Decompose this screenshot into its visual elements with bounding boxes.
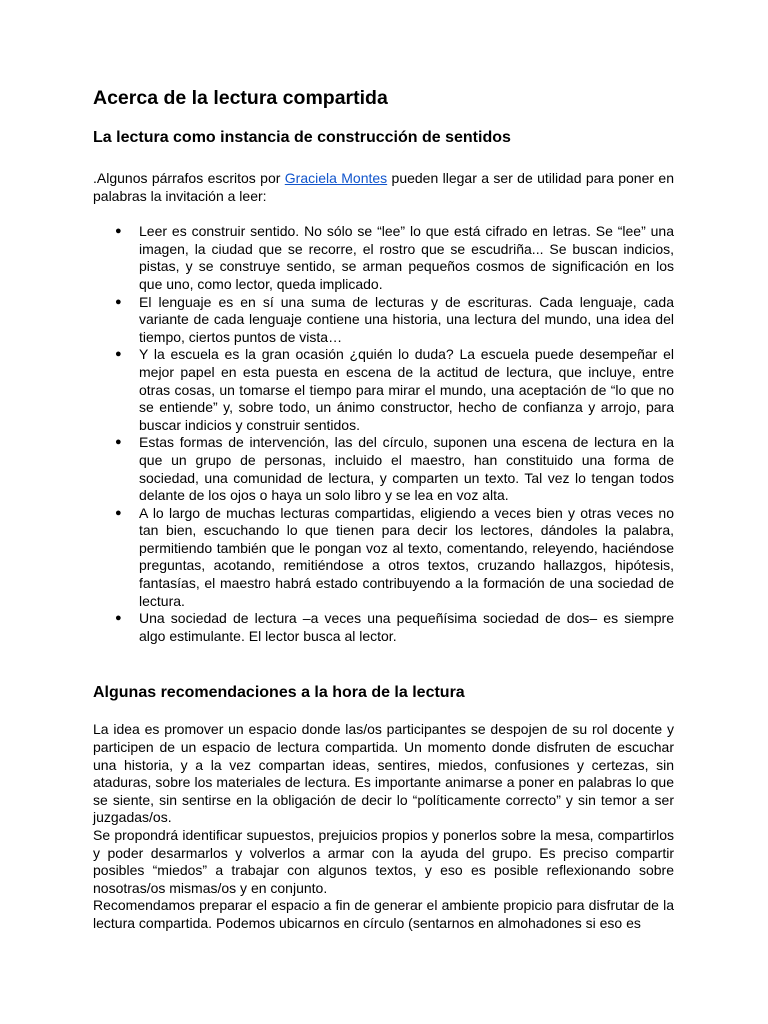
section-heading-construccion: La lectura como instancia de construcción de sentidos — [93, 129, 511, 146]
graciela-montes-link[interactable]: Graciela Montes — [284, 170, 388, 186]
list-item-text: El lenguaje es en sí una suma de lecturas y de escrituras. Cada lenguaje, cada variante de cada lenguaje contiene una historia, una lectura del mundo, una idea del tiempo, ciertos puntos de vista… — [139, 293, 674, 345]
list-item — [93, 346, 674, 434]
list-item-text: Y la escuela es la gran ocasión ¿quién lo duda? La escuela puede desempeñar el mejor papel en esta puesta en escena de la actitud de lectura, que incluye, entre otras cosas, un tomarse el tiempo para mirar el mundo, una aceptación de “lo que no se entiende” y, sobre todo, un ánimo constructor, hecho de confianza y arrojo, para buscar indicios y construir sentidos. — [139, 346, 674, 433]
list-item — [93, 610, 674, 645]
list-item-text: A lo largo de muchas lecturas compartidas, eligiendo a veces bien y otras veces no tan bien, escuchando lo que tienen para decir los lectores, dándoles la palabra, permitiendo también que le pongan voz al texto, comentando, releyendo, haciéndose preguntas, acotando, remitiéndose a otros textos, cruzando hallazgos, hipótesis, fantasías, el maestro habrá estado contribuyendo a la formación de una sociedad de lectura. — [139, 504, 674, 609]
intro-paragraph — [93, 170, 674, 205]
body-paragraph: La idea es promover un espacio donde las/os participantes se despojen de su rol docente y participen de un espacio de lectura compartida. Un momento donde disfruten de escuchar una historia, y a la vez compartan ideas, sentires, miedos, confusiones y certezas, sin ataduras, sobre los materiales de lectura. Es importante animarse a poner en palabras lo que se siente, sin sentirse en la obligación de decir lo “políticamente correcto” y sin temor a ser juzgadas/os. — [93, 721, 674, 826]
list-item-text: Leer es construir sentido. No sólo se “lee” lo que está cifrado en letras. Se “lee” una imagen, la ciudad que se recorre, el rostro que se escudriña... Se buscan indicios, pistas, y se construye sentido, se arman pequeños cosmos de significación en los que uno, como lector, queda implicado. — [139, 223, 674, 292]
quotes-bullet-list — [93, 223, 674, 645]
bullet-icon: ● — [115, 506, 122, 519]
intro-text-after: pueden llegar a ser de utilidad para poner en palabras la invitación a leer: — [93, 170, 674, 204]
bullet-icon: ● — [115, 295, 122, 308]
document-title: Acerca de la lectura compartida — [93, 87, 388, 109]
list-item-text: Una sociedad de lectura –a veces una pequeñísima sociedad de dos– es siempre algo estimulante. El lector busca al lector. — [139, 610, 674, 644]
list-item — [93, 434, 674, 504]
bullet-icon: ● — [115, 436, 122, 449]
body-paragraph: Se propondrá identificar supuestos, prejuicios propios y ponerlos sobre la mesa, compartirlos y poder desarmarlos y volverlos a armar con la ayuda del grupo. Es preciso compartir posibles “miedos” a trabajar con algunos textos, y eso es posible reflexionando sobre nosotras/os mismas/os y en conjunto. — [93, 827, 674, 896]
bullet-icon: ● — [115, 612, 122, 625]
bullet-icon: ● — [115, 225, 122, 238]
list-item — [93, 294, 674, 347]
intro-text-before: .Algunos párrafos escritos por — [93, 170, 285, 186]
body-paragraph: Recomendamos preparar el espacio a fin de generar el ambiente propicio para disfrutar de la lectura compartida. Podemos ubicarnos en círculo (sentarnos en almohadones si eso es — [93, 897, 674, 931]
list-item-text: Estas formas de intervención, las del círculo, suponen una escena de lectura en la que un grupo de personas, incluido el maestro, han constituido una forma de sociedad, una comunidad de lectura, y comparten un texto. Tal vez lo tengan todos delante de los ojos o haya un solo libro y se lea en voz alta. — [139, 434, 674, 504]
section-heading-recomendaciones: Algunas recomendaciones a la hora de la lectura — [93, 684, 465, 702]
list-item — [93, 223, 674, 293]
list-item — [93, 505, 674, 611]
bullet-icon: ● — [115, 348, 122, 361]
document-page — [93, 86, 674, 933]
